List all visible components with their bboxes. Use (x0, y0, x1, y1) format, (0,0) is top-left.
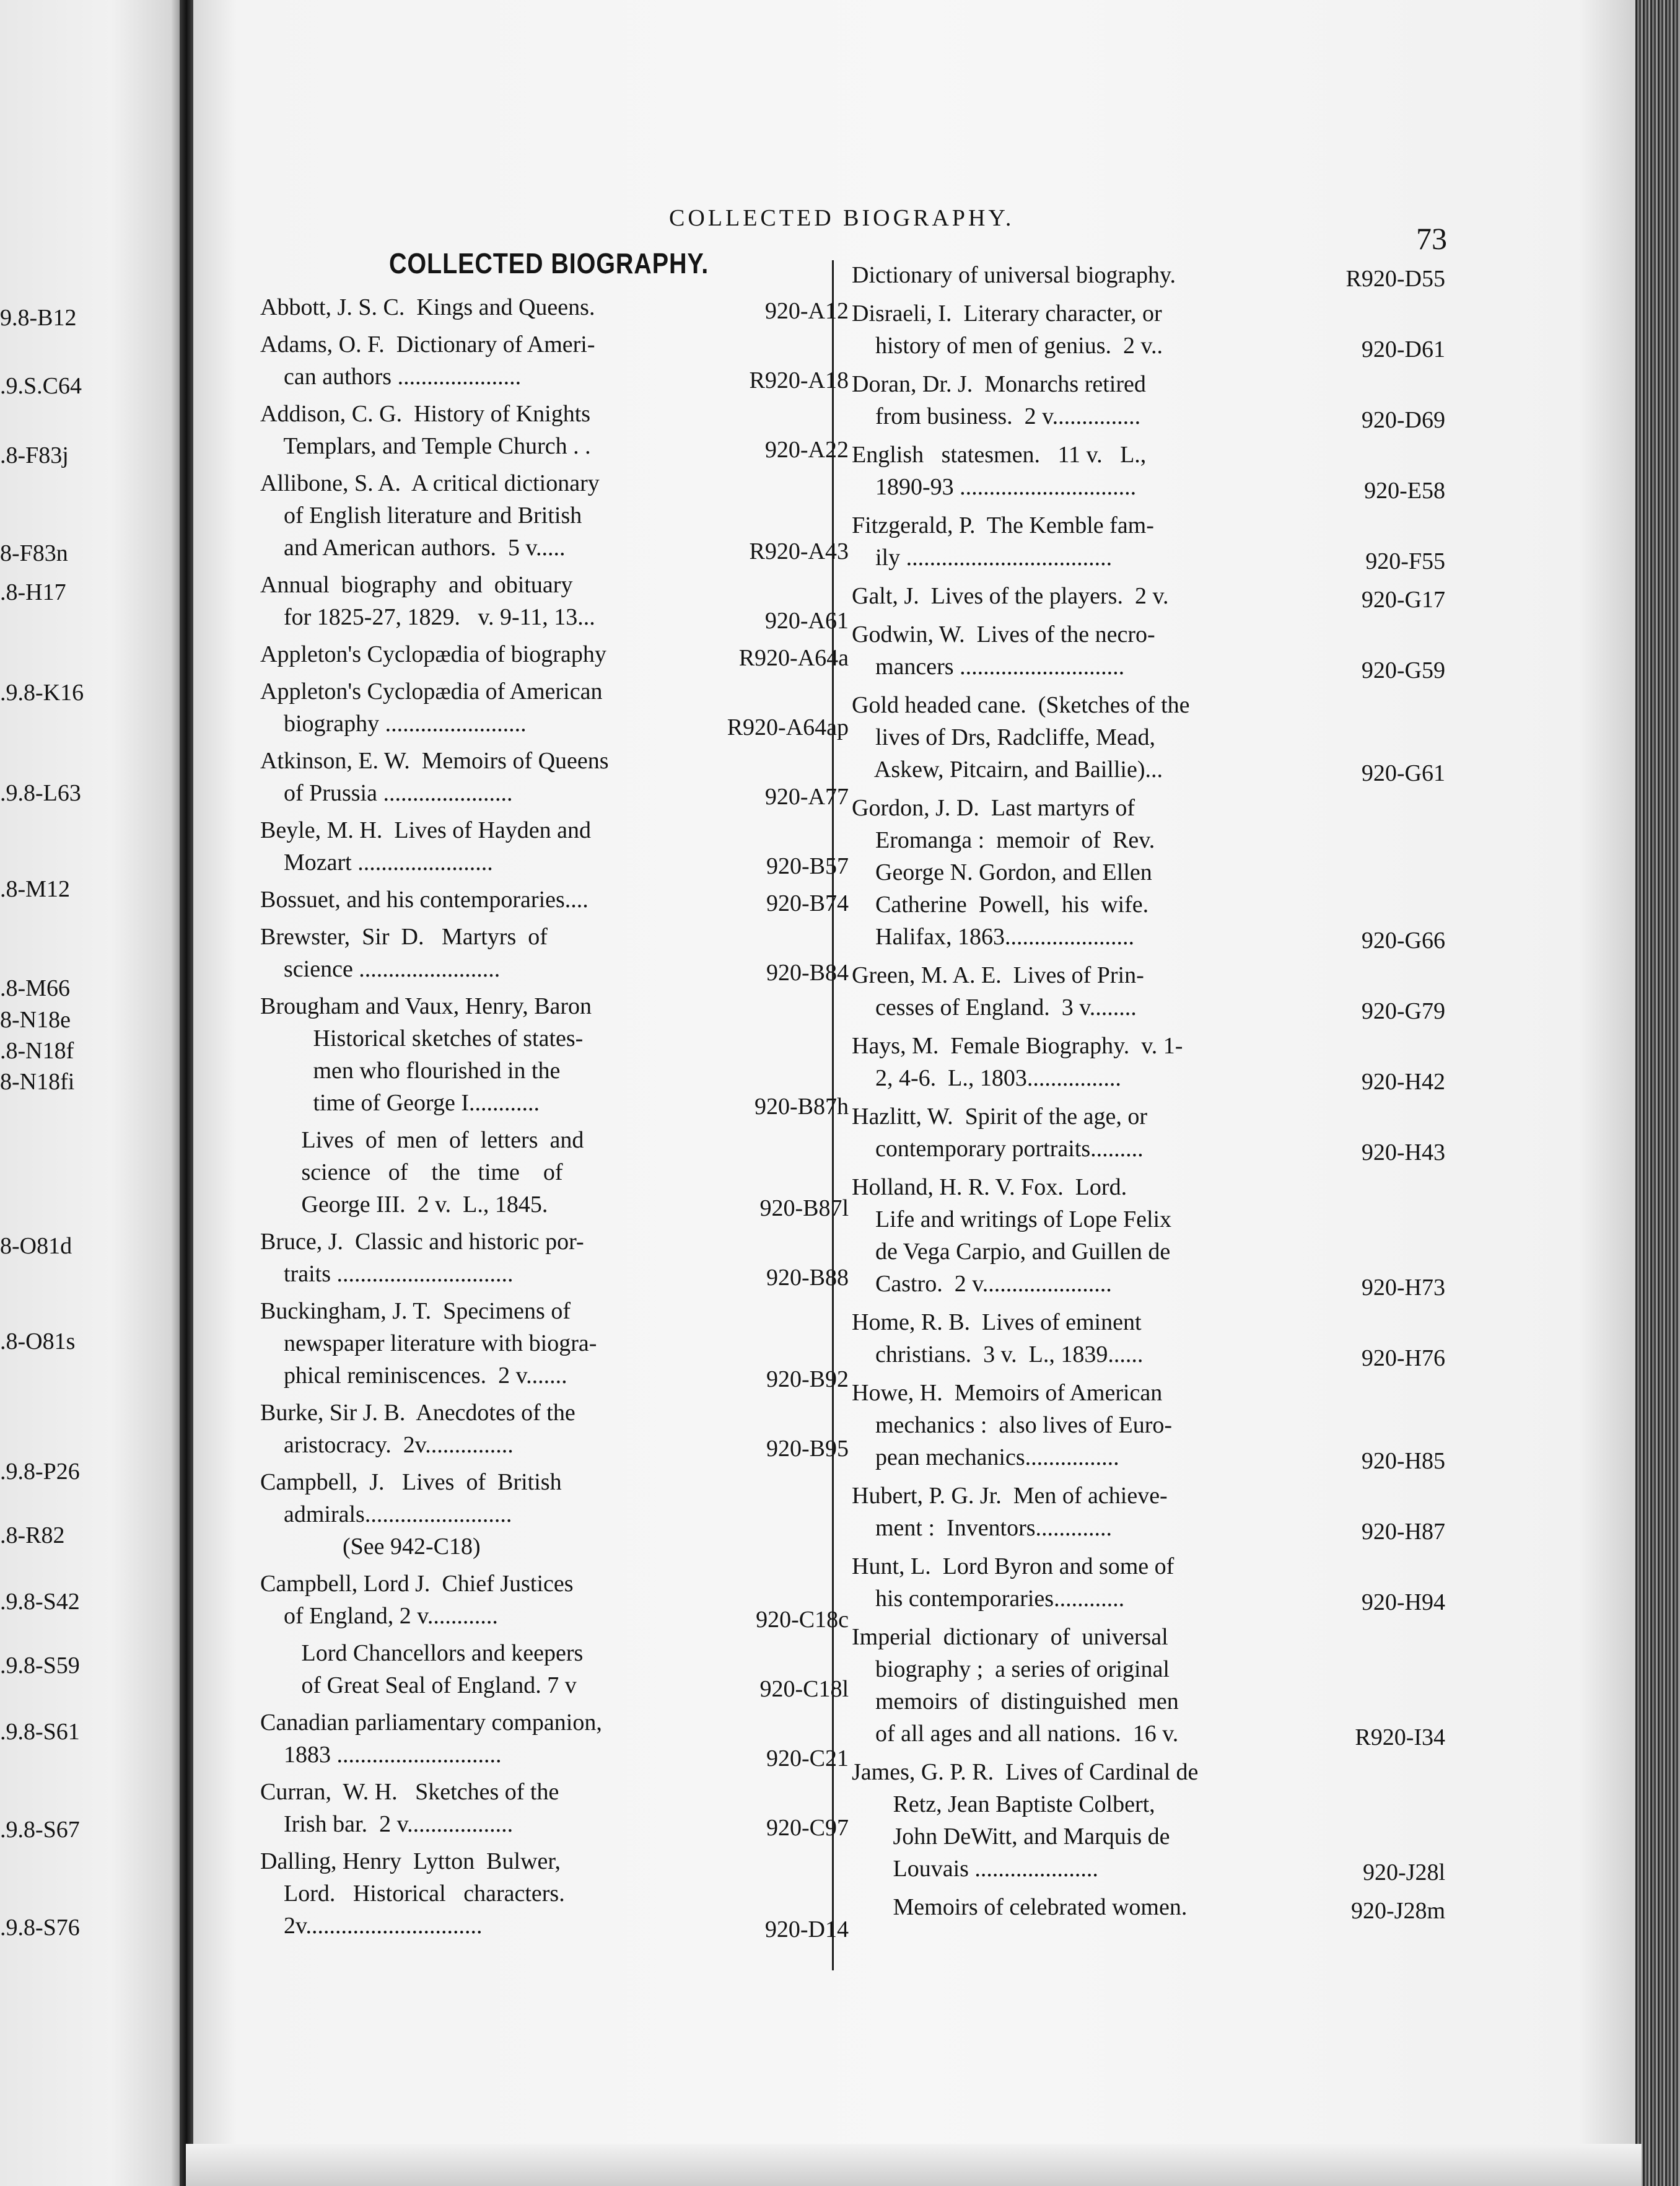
entry-text-line: of English literature and British (260, 503, 582, 529)
catalog-entry (852, 368, 1445, 432)
call-number: 920-G59 (1361, 657, 1445, 683)
call-number: 920-D14 (764, 1916, 849, 1942)
call-number: 920-B74 (766, 890, 849, 916)
call-number: 920-D69 (1361, 407, 1445, 433)
catalog-entry (852, 959, 1445, 1024)
catalog-entry (260, 990, 849, 1119)
catalog-entry (260, 884, 849, 916)
call-number: R920-D55 (1345, 266, 1445, 292)
call-number: 920-B84 (766, 960, 849, 986)
entry-text-line: christians. 3 v. L., 1839...... (852, 1341, 1144, 1367)
entry-text-line: pean mechanics................ (852, 1444, 1119, 1470)
entry-text-line: Atkinson, E. W. Memoirs of Queens (260, 748, 609, 774)
entry-text-line: Buckingham, J. T. Specimens of (260, 1298, 571, 1324)
call-number: 920-H85 (1361, 1448, 1445, 1474)
entry-text-line: Campbell, J. Lives of British (260, 1469, 562, 1495)
left-column (260, 291, 849, 1947)
page-edges (1635, 0, 1680, 2186)
catalog-entry (852, 1030, 1445, 1094)
call-number: 920-A22 (764, 437, 849, 463)
margin-call-number: .9.8-S67 (0, 1817, 80, 1843)
entry-text-line: of Great Seal of England. 7 v (260, 1672, 577, 1698)
margin-call-number: .9.8-L63 (0, 780, 81, 806)
margin-call-number: .9.8-S59 (0, 1653, 80, 1679)
entry-text-line: mancers ............................ (852, 654, 1125, 680)
entry-text-line: Doran, Dr. J. Monarchs retired (852, 371, 1146, 397)
entry-text-line: Historical sketches of states- (260, 1025, 584, 1051)
entry-text-line: Beyle, M. H. Lives of Hayden and (260, 817, 591, 843)
entry-text-line: Louvais ..................... (852, 1856, 1098, 1882)
catalog-entry (852, 439, 1445, 503)
entry-text-line: Hubert, P. G. Jr. Men of achieve- (852, 1483, 1168, 1509)
entry-text-line: Adams, O. F. Dictionary of Ameri- (260, 331, 595, 358)
entry-text-line: Hazlitt, W. Spirit of the age, or (852, 1104, 1148, 1130)
entry-text-line: George N. Gordon, and Ellen (852, 859, 1152, 885)
catalog-entry (260, 398, 849, 462)
catalog-entry (852, 1891, 1445, 1923)
catalog-entry (260, 745, 849, 809)
entry-text-line: Imperial dictionary of universal (852, 1624, 1168, 1650)
margin-call-number: .9.8-S76 (0, 1915, 80, 1941)
entry-text-line: ily ................................... (852, 545, 1113, 571)
entry-text-line: contemporary portraits......... (852, 1136, 1144, 1162)
entry-text-line: from business. 2 v............... (852, 403, 1141, 429)
call-number: 920-B92 (766, 1366, 849, 1392)
call-number: 920-H87 (1361, 1519, 1445, 1545)
margin-call-number: 8-N18e (0, 1007, 71, 1033)
call-number: 920-H43 (1361, 1139, 1445, 1165)
margin-call-number: .8-R82 (0, 1522, 65, 1548)
entry-text-line: Abbott, J. S. C. Kings and Queens. (260, 294, 595, 320)
margin-call-number: .8-N18f (0, 1038, 74, 1064)
catalog-entry (260, 921, 849, 985)
entry-text-line: 1883 ............................ (260, 1742, 502, 1768)
margin-call-number: 9.8-B12 (0, 305, 77, 331)
catalog-entry (852, 259, 1445, 291)
entry-text-line: Appleton's Cyclopædia of biography (260, 641, 606, 667)
call-number: 920-C97 (766, 1815, 849, 1841)
call-number: 920-H73 (1361, 1275, 1445, 1301)
catalog-entry (260, 1706, 849, 1771)
catalog-entry (852, 509, 1445, 574)
margin-call-number: .9.8-S42 (0, 1589, 80, 1615)
entry-text-line: aristocracy. 2v............... (260, 1432, 514, 1458)
catalog-entry (260, 569, 849, 633)
margin-call-number: 8-O81d (0, 1233, 72, 1259)
entry-text-line: English statesmen. 11 v. L., (852, 442, 1147, 468)
call-number: 920-B57 (766, 853, 849, 879)
entry-text-line: George III. 2 v. L., 1845. (260, 1192, 548, 1218)
entry-text-line: Allibone, S. A. A critical dictionary (260, 470, 600, 496)
margin-call-number: 8-N18fi (0, 1069, 75, 1095)
entry-text-line: Askew, Pitcairn, and Baillie)... (852, 757, 1163, 783)
catalog-entry (260, 1295, 849, 1392)
call-number: 920-J28l (1363, 1859, 1445, 1885)
catalog-entry (260, 1776, 849, 1840)
entry-text-line: Hunt, L. Lord Byron and some of (852, 1553, 1175, 1579)
entry-text-line: Bruce, J. Classic and historic por- (260, 1229, 584, 1255)
entry-text-line: Castro. 2 v...................... (852, 1271, 1112, 1297)
entry-text-line: biography ; a series of original (852, 1656, 1170, 1682)
entry-text-line: Memoirs of celebrated women. (852, 1894, 1188, 1920)
entry-text-line: Lives of men of letters and (260, 1127, 584, 1153)
margin-call-number: .8-O81s (0, 1328, 76, 1354)
catalog-entry (260, 1226, 849, 1290)
catalog-entry (852, 792, 1445, 953)
entry-text-line: science of the time of (260, 1159, 563, 1185)
entry-text-line: Hays, M. Female Biography. v. 1- (852, 1033, 1183, 1059)
catalog-entry (852, 1171, 1445, 1300)
entry-text-line: memoirs of distinguished men (852, 1688, 1179, 1714)
entry-text-line: John DeWitt, and Marquis de (852, 1824, 1170, 1850)
catalog-entry (852, 1621, 1445, 1750)
margin-call-number: .9.S.C64 (0, 373, 82, 399)
entry-text-line: Catherine Powell, his wife. (852, 892, 1149, 918)
entry-text-line: Eromanga : memoir of Rev. (852, 827, 1155, 853)
catalog-entry (260, 1637, 849, 1701)
page-bottom (186, 2144, 1642, 2186)
entry-text-line: admirals......................... (260, 1501, 512, 1527)
margin-call-number: .8-M12 (0, 876, 70, 902)
entry-text-line: Lord. Historical characters. (260, 1881, 565, 1907)
margin-call-number: .9.8-S61 (0, 1719, 80, 1745)
entry-text-line: Home, R. B. Lives of eminent (852, 1309, 1142, 1335)
entry-text-line: Godwin, W. Lives of the necro- (852, 621, 1155, 647)
entry-text-line: and American authors. 5 v..... (260, 535, 566, 561)
entry-text-line: (See 942-C18) (260, 1534, 481, 1560)
catalog-entry (260, 814, 849, 879)
call-number: 920-F55 (1365, 548, 1445, 574)
catalog-entry (260, 1124, 849, 1221)
catalog-entry (260, 1568, 849, 1632)
entry-text-line: Disraeli, I. Literary character, or (852, 301, 1162, 327)
entry-text-line: de Vega Carpio, and Guillen de (852, 1239, 1171, 1265)
catalog-entry (260, 638, 849, 670)
catalog-entry (852, 580, 1445, 612)
catalog-entry (260, 291, 849, 323)
entry-text-line: of all ages and all nations. 16 v. (852, 1721, 1179, 1747)
entry-text-line: of Prussia ...................... (260, 780, 513, 806)
catalog-entry (260, 328, 849, 393)
facing-page-margin (0, 0, 186, 2186)
catalog-entry (260, 1845, 849, 1942)
call-number: 920-B95 (766, 1436, 849, 1462)
call-number: 920-G79 (1361, 998, 1445, 1024)
call-number: R920-A43 (749, 538, 849, 564)
entry-text-line: cesses of England. 3 v........ (852, 994, 1137, 1021)
entry-text-line: 2v.............................. (260, 1913, 483, 1939)
entry-text-line: Canadian parliamentary companion, (260, 1710, 602, 1736)
entry-text-line: Gold headed cane. (Sketches of the (852, 692, 1190, 718)
catalog-entry (852, 689, 1445, 786)
entry-text-line: Templars, and Temple Church . . (260, 433, 591, 459)
catalog-entry (852, 1756, 1445, 1885)
entry-text-line: mechanics : also lives of Euro- (852, 1412, 1173, 1438)
entry-text-line: Howe, H. Memoirs of American (852, 1380, 1163, 1406)
catalog-entry (852, 1100, 1445, 1165)
entry-text-line: his contemporaries............ (852, 1586, 1125, 1612)
margin-call-number: .9.8-P26 (0, 1459, 80, 1485)
entry-text-line: Halifax, 1863...................... (852, 924, 1134, 950)
entry-text-line: time of George I............ (260, 1090, 540, 1116)
entry-text-line: Addison, C. G. History of Knights (260, 401, 591, 427)
catalog-entry (852, 618, 1445, 683)
margin-call-number: .8-M66 (0, 975, 70, 1001)
entry-text-line: Appleton's Cyclopædia of American (260, 678, 603, 705)
entry-text-line: lives of Drs, Radcliffe, Mead, (852, 724, 1156, 750)
call-number: 920-H42 (1361, 1069, 1445, 1095)
entry-text-line: traits .............................. (260, 1261, 514, 1287)
margin-call-number: .9.8-K16 (0, 680, 84, 706)
entry-text-line: men who flourished in the (260, 1058, 561, 1084)
entry-text-line: 1890-93 .............................. (852, 474, 1137, 500)
entry-text-line: James, G. P. R. Lives of Cardinal de (852, 1759, 1199, 1785)
call-number: 920-B87l (759, 1195, 849, 1221)
entry-text-line: newspaper literature with biogra- (260, 1330, 597, 1356)
entry-text-line: Fitzgerald, P. The Kemble fam- (852, 512, 1154, 538)
entry-text-line: biography ........................ (260, 711, 527, 737)
catalog-entry (852, 1306, 1445, 1371)
book-gutter (180, 0, 193, 2186)
entry-text-line: Mozart ....................... (260, 849, 493, 876)
catalog-entry (260, 1466, 849, 1563)
entry-text-line: history of men of genius. 2 v.. (852, 333, 1163, 359)
call-number: R920-I34 (1355, 1724, 1445, 1750)
entry-text-line: Brewster, Sir D. Martyrs of (260, 924, 548, 950)
margin-call-number: .8-F83j (0, 442, 69, 468)
entry-text-line: Dictionary of universal biography. (852, 262, 1176, 288)
right-column (852, 259, 1445, 1929)
call-number: 920-G61 (1361, 760, 1445, 786)
catalog-entry (852, 1377, 1445, 1473)
call-number: 920-E58 (1364, 478, 1445, 504)
call-number: 920-H94 (1361, 1589, 1445, 1615)
running-header: COLLECTED BIOGRAPHY. (669, 205, 1015, 231)
call-number: 920-H76 (1361, 1345, 1445, 1371)
entry-text-line: Burke, Sir J. B. Anecdotes of the (260, 1400, 575, 1426)
call-number: 920-B87h (755, 1094, 849, 1120)
catalog-entry (260, 675, 849, 740)
entry-text-line: Campbell, Lord J. Chief Justices (260, 1571, 574, 1597)
entry-text-line: Green, M. A. E. Lives of Prin- (852, 962, 1144, 988)
page-number: 73 (1416, 221, 1447, 256)
call-number: 920-A12 (764, 298, 849, 324)
entry-text-line: Dalling, Henry Lytton Bulwer, (260, 1848, 561, 1874)
section-title: COLLECTED BIOGRAPHY. (389, 247, 709, 279)
call-number: 920-C21 (766, 1745, 849, 1771)
call-number: 920-J28m (1351, 1898, 1445, 1924)
call-number: 920-A77 (764, 784, 849, 810)
entry-text-line: Lord Chancellors and keepers (260, 1640, 584, 1666)
entry-text-line: phical reminiscences. 2 v....... (260, 1363, 567, 1389)
call-number: 920-C18c (756, 1607, 849, 1633)
call-number: 920-G66 (1361, 928, 1445, 954)
entry-text-line: science ........................ (260, 956, 501, 982)
call-number: R920-A64ap (727, 714, 849, 740)
call-number: 920-G17 (1361, 587, 1445, 613)
entry-text-line: Gordon, J. D. Last martyrs of (852, 795, 1135, 821)
call-number: 920-C18l (759, 1676, 849, 1702)
entry-text-line: Holland, H. R. V. Fox. Lord. (852, 1174, 1127, 1200)
entry-text-line: ment : Inventors............. (852, 1515, 1113, 1541)
catalog-entry (852, 297, 1445, 362)
margin-call-number: 8-F83n (0, 540, 68, 566)
catalog-entry (852, 1480, 1445, 1544)
call-number: R920-A64a (738, 645, 849, 671)
entry-text-line: for 1825-27, 1829. v. 9-11, 13... (260, 604, 595, 630)
call-number: R920-A18 (749, 367, 849, 393)
entry-text-line: Irish bar. 2 v.................. (260, 1811, 514, 1837)
call-number: 920-A61 (764, 608, 849, 634)
entry-text-line: Bossuet, and his contemporaries.... (260, 887, 588, 913)
entry-text-line: Annual biography and obituary (260, 572, 573, 598)
entry-text-line: Galt, J. Lives of the players. 2 v. (852, 583, 1169, 609)
call-number: 920-D61 (1361, 336, 1445, 362)
catalog-entry (260, 1397, 849, 1461)
entry-text-line: of England, 2 v............ (260, 1603, 498, 1629)
entry-text-line: can authors ..................... (260, 364, 522, 390)
entry-text-line: 2, 4-6. L., 1803................ (852, 1065, 1121, 1091)
catalog-entry (852, 1550, 1445, 1615)
margin-call-number: .8-H17 (0, 579, 66, 605)
catalog-entry (260, 467, 849, 564)
entry-text-line: Brougham and Vaux, Henry, Baron (260, 993, 592, 1019)
entry-text-line: Curran, W. H. Sketches of the (260, 1779, 559, 1805)
entry-text-line: Retz, Jean Baptiste Colbert, (852, 1791, 1155, 1817)
entry-text-line: Life and writings of Lope Felix (852, 1206, 1172, 1232)
call-number: 920-B88 (766, 1265, 849, 1291)
